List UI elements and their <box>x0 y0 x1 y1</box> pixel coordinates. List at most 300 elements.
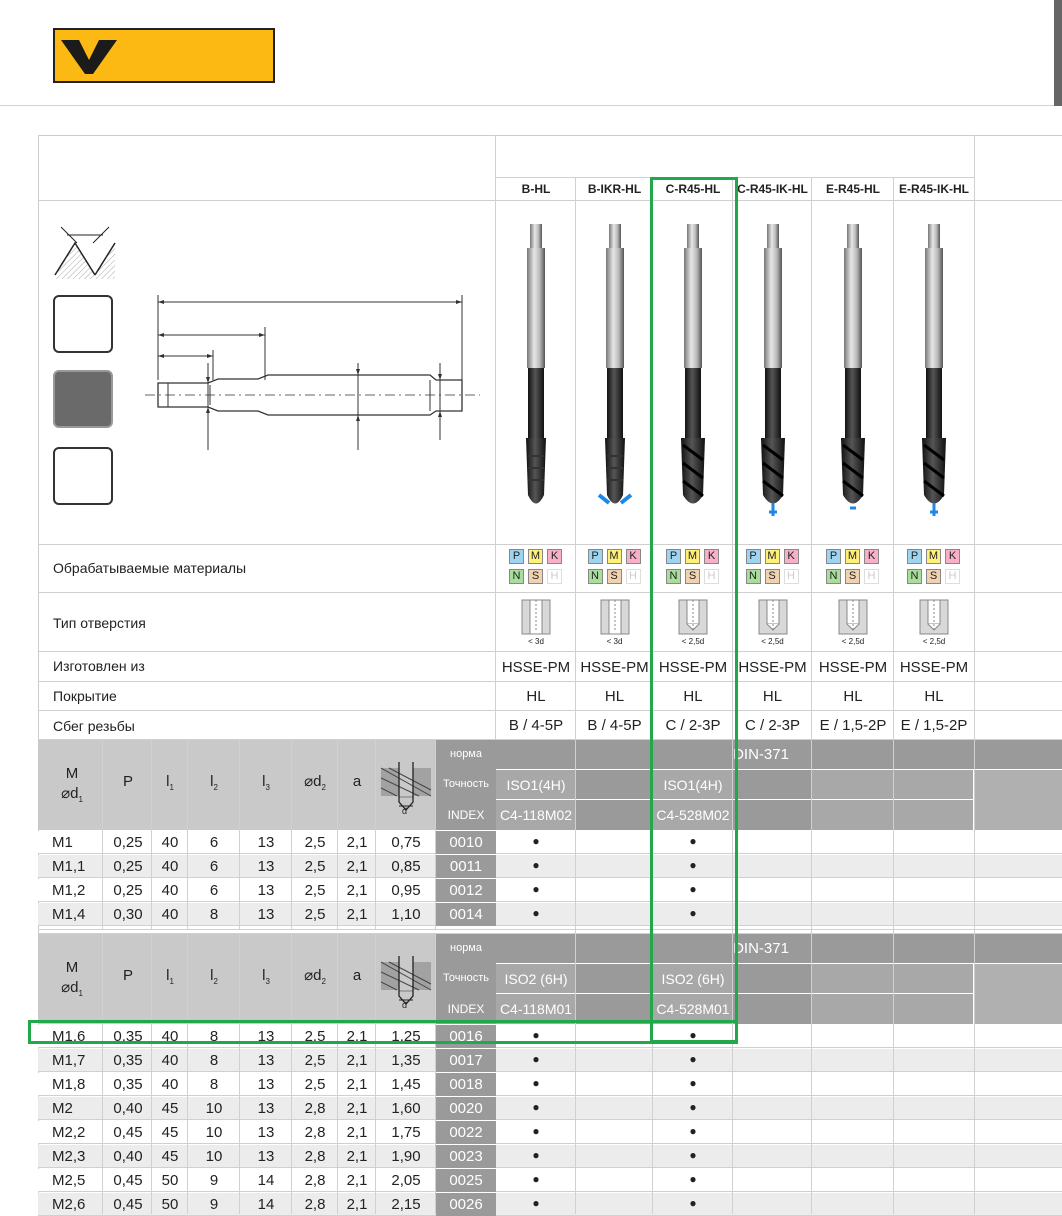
grid-line-v <box>151 740 152 930</box>
group-header-tail <box>975 770 1062 830</box>
grid-line-h <box>38 200 1062 201</box>
cell-idx: 0020 <box>436 1097 496 1120</box>
material-chip-n: N <box>826 569 841 584</box>
standard-badge <box>53 447 113 505</box>
cell-l2: 8 <box>209 1028 219 1045</box>
grid-line-v <box>435 740 436 930</box>
property-label: Покрытие <box>53 688 117 704</box>
grid-line-v <box>102 740 103 930</box>
cell-idx: 0025 <box>436 1169 496 1192</box>
cell-d2: 2,8 <box>304 1148 326 1165</box>
index-cell <box>894 800 973 830</box>
cell-m: M1,8 <box>52 1076 86 1093</box>
availability-mark: ● <box>532 1148 540 1162</box>
cell-a: 2,1 <box>346 1124 368 1141</box>
cell-l1: 45 <box>161 1148 179 1165</box>
logo-v-icon <box>59 36 119 76</box>
index-label: INDEX <box>447 808 485 822</box>
cell-d2: 2,8 <box>304 1196 326 1213</box>
product-code: C-R45-IK-HL <box>737 182 808 196</box>
property-label: Тип отверстия <box>53 615 146 631</box>
grid-line-h <box>38 710 1062 711</box>
coating-value: HL <box>604 688 625 705</box>
highlight-row-m1-6 <box>28 1020 738 1044</box>
tap-drawing <box>140 275 490 475</box>
product-code: E-R45-HL <box>825 182 880 196</box>
coating-value: HL <box>843 688 863 705</box>
material-chip-m: M <box>765 549 780 564</box>
cell-m: M1,1 <box>52 858 86 875</box>
norm-label: норма <box>450 748 482 760</box>
cell-p: 0,45 <box>113 1124 143 1141</box>
cell-a: 2,1 <box>346 1028 368 1045</box>
grid-line-v <box>893 177 894 1214</box>
cell-l2: 9 <box>209 1196 219 1213</box>
tap-image <box>753 220 793 520</box>
index-value: C4-528M02 <box>656 807 730 823</box>
grid-line-v <box>239 740 240 930</box>
cell-a: 2,1 <box>346 1172 368 1189</box>
highlight-column-c-r45-hl <box>650 177 738 1043</box>
availability-mark: ● <box>532 858 540 872</box>
cell-p: 0,35 <box>113 1052 143 1069</box>
availability-mark: ● <box>689 1028 697 1042</box>
product-code: E-R45-IK-HL <box>898 182 969 196</box>
availability-mark: ● <box>532 1052 540 1066</box>
grid-line-v <box>102 934 103 1214</box>
hole-depth: < 2,5d <box>761 637 784 646</box>
index-cell <box>812 800 893 830</box>
tap-image <box>516 220 556 520</box>
material-chip-s: S <box>528 569 543 584</box>
hole-depth: < 3d <box>528 637 544 646</box>
cell-l3: 13 <box>257 906 275 923</box>
hole-type-icon <box>916 598 952 638</box>
cell-p: 0,25 <box>113 882 143 899</box>
cell-a: 2,1 <box>346 858 368 875</box>
material-badge <box>53 295 113 353</box>
cell-l1: 50 <box>161 1172 179 1189</box>
cell-m: M1,7 <box>52 1052 86 1069</box>
index-value: C4-528M01 <box>656 1001 730 1017</box>
material-chip-k: K <box>704 549 719 564</box>
grid-line-v <box>495 135 496 740</box>
grid-line-v <box>187 934 188 1214</box>
cell-l3: 13 <box>257 1100 275 1117</box>
accuracy-cell <box>812 770 893 799</box>
scrollbar-edge <box>1054 0 1062 106</box>
cell-d2: 2,5 <box>304 834 326 851</box>
cell-l2: 10 <box>205 1148 223 1165</box>
cell-a: 2,1 <box>346 906 368 923</box>
cell-l3: 13 <box>257 858 275 875</box>
group-header-tail <box>975 964 1062 1024</box>
cell-drill: 1,90 <box>391 1148 421 1165</box>
accuracy-label: Точность <box>443 972 489 984</box>
cell-l2: 6 <box>209 834 219 851</box>
cell-l1: 40 <box>161 834 179 851</box>
material-chip-k: K <box>547 549 562 564</box>
cell-a: 2,1 <box>346 1196 368 1213</box>
availability-mark: ● <box>689 1124 697 1138</box>
grid-line-v <box>575 177 576 1214</box>
cell-l3: 13 <box>257 1028 275 1045</box>
material-chip-h: H <box>547 569 562 584</box>
cell-idx: 0012 <box>436 879 496 902</box>
material-chip-k: K <box>784 549 799 564</box>
grid-line-v <box>337 934 338 1214</box>
material-chip-p: P <box>907 549 922 564</box>
availability-mark: ● <box>689 1148 697 1162</box>
cell-l1: 40 <box>161 906 179 923</box>
material-chip-k: K <box>945 549 960 564</box>
material-value: HSSE-PM <box>738 659 807 676</box>
material-chip-s: S <box>926 569 941 584</box>
cell-l1: 45 <box>161 1124 179 1141</box>
availability-mark: ● <box>532 1196 540 1210</box>
availability-mark: ● <box>532 1124 540 1138</box>
drill-d-label: d <box>402 1000 408 1010</box>
cell-idx: 0018 <box>436 1073 496 1096</box>
fanar-logo <box>53 28 275 83</box>
cell-p: 0,45 <box>113 1172 143 1189</box>
grid-line-v <box>151 934 152 1214</box>
runout-value: E / 1,5-2P <box>819 717 887 734</box>
hole-depth: < 3d <box>606 637 623 646</box>
index-cell <box>894 994 973 1024</box>
hole-type-icon <box>835 598 871 638</box>
hole-depth: < 2,5d <box>681 637 705 646</box>
material-chip-n: N <box>907 569 922 584</box>
cell-m: M2 <box>52 1100 73 1117</box>
product-code: B-IKR-HL <box>587 182 642 196</box>
availability-mark: ● <box>689 906 697 920</box>
cell-l3: 13 <box>257 1076 275 1093</box>
accuracy-label: Точность <box>443 778 489 790</box>
availability-mark: ● <box>689 834 697 848</box>
runout-value: E / 1,5-2P <box>900 717 968 734</box>
grid-line-h <box>38 651 1062 652</box>
cell-drill: 1,75 <box>391 1124 421 1141</box>
material-chip-n: N <box>509 569 524 584</box>
cell-p: 0,30 <box>113 906 143 923</box>
cell-d2: 2,5 <box>304 1076 326 1093</box>
cell-l2: 6 <box>209 882 219 899</box>
runout-value: B / 4-5P <box>587 717 642 734</box>
grid-line-h <box>38 544 1062 545</box>
material-chip-n: N <box>588 569 603 584</box>
cell-l1: 40 <box>161 858 179 875</box>
availability-mark: ● <box>532 906 540 920</box>
material-value: HSSE-PM <box>580 659 649 676</box>
accuracy-value: ISO1(4H) <box>663 777 723 793</box>
cell-l2: 8 <box>209 1052 219 1069</box>
accuracy-value: ISO2 (6H) <box>504 971 568 987</box>
cell-d2: 2,5 <box>304 906 326 923</box>
accuracy-cell <box>576 770 652 799</box>
col-l1-header: $l_1$ <box>166 773 174 792</box>
cell-d2: 2,5 <box>304 1052 326 1069</box>
grid-line-v <box>435 934 436 1214</box>
grid-line-v <box>811 177 812 1214</box>
cell-l2: 10 <box>205 1124 223 1141</box>
tap-diagram <box>45 205 495 540</box>
availability-mark: ● <box>689 858 697 872</box>
cell-l1: 40 <box>161 1052 179 1069</box>
cell-p: 0,35 <box>113 1076 143 1093</box>
cell-drill: 1,35 <box>391 1052 421 1069</box>
cell-m: M1,2 <box>52 882 86 899</box>
cell-l2: 8 <box>209 1076 219 1093</box>
availability-mark: ● <box>689 1052 697 1066</box>
col-p-header: P <box>122 967 133 984</box>
cell-a: 2,1 <box>346 834 368 851</box>
material-chip-s: S <box>845 569 860 584</box>
cell-m: M2,6 <box>52 1196 86 1213</box>
cell-idx: 0011 <box>436 855 496 878</box>
cell-drill: 0,95 <box>391 882 421 899</box>
material-chip-n: N <box>746 569 761 584</box>
cell-l1: 45 <box>161 1100 179 1117</box>
page-header <box>0 0 1062 106</box>
cell-l3: 13 <box>257 1124 275 1141</box>
material-chip-h: H <box>704 569 719 584</box>
availability-mark: ● <box>689 882 697 896</box>
norm-value: DIN-371 <box>733 746 789 763</box>
availability-mark: ● <box>532 1172 540 1186</box>
cell-l1: 50 <box>161 1196 179 1213</box>
cell-d2: 2,8 <box>304 1172 326 1189</box>
material-chip-s: S <box>765 569 780 584</box>
accuracy-cell <box>733 770 811 799</box>
material-chip-p: P <box>588 549 603 564</box>
material-chip-h: H <box>626 569 641 584</box>
cell-a: 2,1 <box>346 1076 368 1093</box>
accuracy-cell <box>733 964 811 993</box>
cell-l3: 14 <box>257 1196 275 1213</box>
cell-drill: 0,75 <box>391 834 421 851</box>
coating-badge <box>53 370 113 428</box>
index-value: C4-118M02 <box>499 807 573 823</box>
col-d2-header: $⌀d_2$ <box>304 967 326 986</box>
material-chip-m: M <box>528 549 543 564</box>
cell-l2: 8 <box>209 906 219 923</box>
cell-idx: 0010 <box>436 831 496 854</box>
cell-l3: 13 <box>257 834 275 851</box>
cell-idx: 0022 <box>436 1121 496 1144</box>
availability-mark: ● <box>689 1100 697 1114</box>
product-code: B-HL <box>521 182 551 196</box>
cell-drill: 1,25 <box>391 1028 421 1045</box>
col-a-header: a <box>352 773 362 790</box>
cell-l2: 6 <box>209 858 219 875</box>
coating-value: HL <box>924 688 944 705</box>
material-value: HSSE-PM <box>658 659 728 676</box>
cell-idx: 0017 <box>436 1049 496 1072</box>
drill-d-label: d <box>402 806 408 816</box>
material-chip-m: M <box>845 549 860 564</box>
index-cell <box>733 994 811 1024</box>
cell-l3: 14 <box>257 1172 275 1189</box>
cell-l3: 13 <box>257 1148 275 1165</box>
tap-image <box>914 220 954 520</box>
cell-idx: 0016 <box>436 1025 496 1048</box>
cell-m: M1,4 <box>52 906 86 923</box>
property-label: Сбег резьбы <box>53 718 135 734</box>
cell-d2: 2,8 <box>304 1124 326 1141</box>
cell-l2: 9 <box>209 1172 219 1189</box>
index-value: C4-118M01 <box>499 1001 573 1017</box>
cell-a: 2,1 <box>346 1100 368 1117</box>
cell-l1: 40 <box>161 1076 179 1093</box>
grid-line-h <box>38 681 1062 682</box>
hole-depth: < 2,5d <box>841 637 865 646</box>
grid-line-v <box>375 934 376 1214</box>
coating-value: HL <box>762 688 783 705</box>
cell-p: 0,25 <box>113 858 143 875</box>
grid-line-v <box>291 934 292 1214</box>
index-cell <box>576 800 652 830</box>
accuracy-cell <box>576 964 652 993</box>
col-d2-header: $⌀d_2$ <box>304 773 326 792</box>
material-chip-s: S <box>607 569 622 584</box>
availability-mark: ● <box>532 1100 540 1114</box>
cell-l3: 13 <box>257 1052 275 1069</box>
material-value: HSSE-PM <box>501 659 571 676</box>
norm-value: DIN-371 <box>733 940 789 957</box>
thread-profile-icon <box>45 205 125 285</box>
property-label: Изготовлен из <box>53 658 145 674</box>
material-chip-k: K <box>626 549 641 564</box>
grid-line-v <box>239 934 240 1214</box>
property-label: Обрабатываемые материалы <box>53 560 247 576</box>
index-label: INDEX <box>447 1002 485 1016</box>
cell-d2: 2,5 <box>304 858 326 875</box>
col-l1-header: $l_1$ <box>166 967 174 986</box>
material-chip-m: M <box>685 549 700 564</box>
index-cell <box>812 994 893 1024</box>
cell-drill: 1,60 <box>391 1100 421 1117</box>
cell-idx: 0026 <box>436 1193 496 1216</box>
cell-p: 0,40 <box>113 1148 143 1165</box>
col-l3-header: $l_3$ <box>262 967 270 986</box>
coating-value: HL <box>526 688 546 705</box>
cell-l3: 13 <box>257 882 275 899</box>
material-value: HSSE-PM <box>899 659 969 676</box>
cell-drill: 1,45 <box>391 1076 421 1093</box>
col-l3-header: $l_3$ <box>262 773 270 792</box>
cell-m: M2,3 <box>52 1148 86 1165</box>
tap-image <box>595 220 635 520</box>
cell-m: M1,6 <box>52 1028 86 1045</box>
material-chip-h: H <box>784 569 799 584</box>
cell-a: 2,1 <box>346 882 368 899</box>
availability-mark: ● <box>532 882 540 896</box>
cell-d2: 2,5 <box>304 882 326 899</box>
material-chip-n: N <box>666 569 681 584</box>
grid-line-v <box>187 740 188 930</box>
grid-line-v <box>375 740 376 930</box>
cell-drill: 1,10 <box>391 906 421 923</box>
availability-mark: ● <box>532 1076 540 1090</box>
cell-d2: 2,5 <box>304 1028 326 1045</box>
grid-line-h <box>38 933 1062 934</box>
cell-p: 0,40 <box>113 1100 143 1117</box>
grid-line-h <box>38 592 1062 593</box>
cell-idx: 0014 <box>436 903 496 926</box>
cell-m: M2,5 <box>52 1172 86 1189</box>
grid-line-v <box>337 740 338 930</box>
grid-line-h <box>38 929 1062 930</box>
material-chip-h: H <box>864 569 879 584</box>
cell-drill: 2,15 <box>391 1196 421 1213</box>
cell-m: M2,2 <box>52 1124 86 1141</box>
availability-mark: ● <box>689 1076 697 1090</box>
product-code: C-R45-HL <box>665 182 721 196</box>
availability-mark: ● <box>689 1172 697 1186</box>
grid-line-h <box>38 739 1062 740</box>
cell-l1: 40 <box>161 1028 179 1045</box>
accuracy-cell <box>894 770 973 799</box>
col-l2-header: $l_2$ <box>210 773 218 792</box>
cell-d2: 2,8 <box>304 1100 326 1117</box>
availability-mark: ● <box>689 1196 697 1210</box>
cell-l2: 10 <box>205 1100 223 1117</box>
cell-m: M1 <box>52 834 73 851</box>
norm-label: норма <box>450 942 482 954</box>
runout-value: C / 2-3P <box>665 717 721 734</box>
material-value: HSSE-PM <box>818 659 888 676</box>
hole-type-icon <box>597 598 633 638</box>
hole-depth: < 2,5d <box>922 637 946 646</box>
col-p-header: P <box>122 773 133 790</box>
hole-type-icon <box>518 598 554 638</box>
col-m-header: M $⌀d_1$ <box>61 765 83 804</box>
coating-value: HL <box>683 688 703 705</box>
hole-type-icon <box>755 598 791 638</box>
material-chip-p: P <box>746 549 761 564</box>
col-m-header: M $⌀d_1$ <box>61 959 83 998</box>
index-cell <box>733 800 811 830</box>
col-a-header: a <box>352 967 362 984</box>
material-chip-k: K <box>864 549 879 564</box>
material-chip-p: P <box>826 549 841 564</box>
grid-line-v <box>291 740 292 930</box>
availability-mark: ● <box>532 1028 540 1042</box>
availability-mark: ● <box>532 834 540 848</box>
material-chip-p: P <box>509 549 524 564</box>
material-chip-h: H <box>945 569 960 584</box>
cell-drill: 2,05 <box>391 1172 421 1189</box>
cell-p: 0,25 <box>113 834 143 851</box>
cell-p: 0,45 <box>113 1196 143 1213</box>
grid-line-v <box>974 177 975 1214</box>
cell-p: 0,35 <box>113 1028 143 1045</box>
accuracy-cell <box>812 964 893 993</box>
accuracy-cell <box>894 964 973 993</box>
cell-l1: 40 <box>161 882 179 899</box>
material-chip-s: S <box>685 569 700 584</box>
material-chip-p: P <box>666 549 681 564</box>
cell-a: 2,1 <box>346 1052 368 1069</box>
cell-idx: 0023 <box>436 1145 496 1168</box>
material-chip-m: M <box>926 549 941 564</box>
cell-a: 2,1 <box>346 1148 368 1165</box>
accuracy-value: ISO1(4H) <box>506 777 566 793</box>
material-chip-m: M <box>607 549 622 564</box>
col-l2-header: $l_2$ <box>210 967 218 986</box>
runout-value: B / 4-5P <box>508 717 564 734</box>
